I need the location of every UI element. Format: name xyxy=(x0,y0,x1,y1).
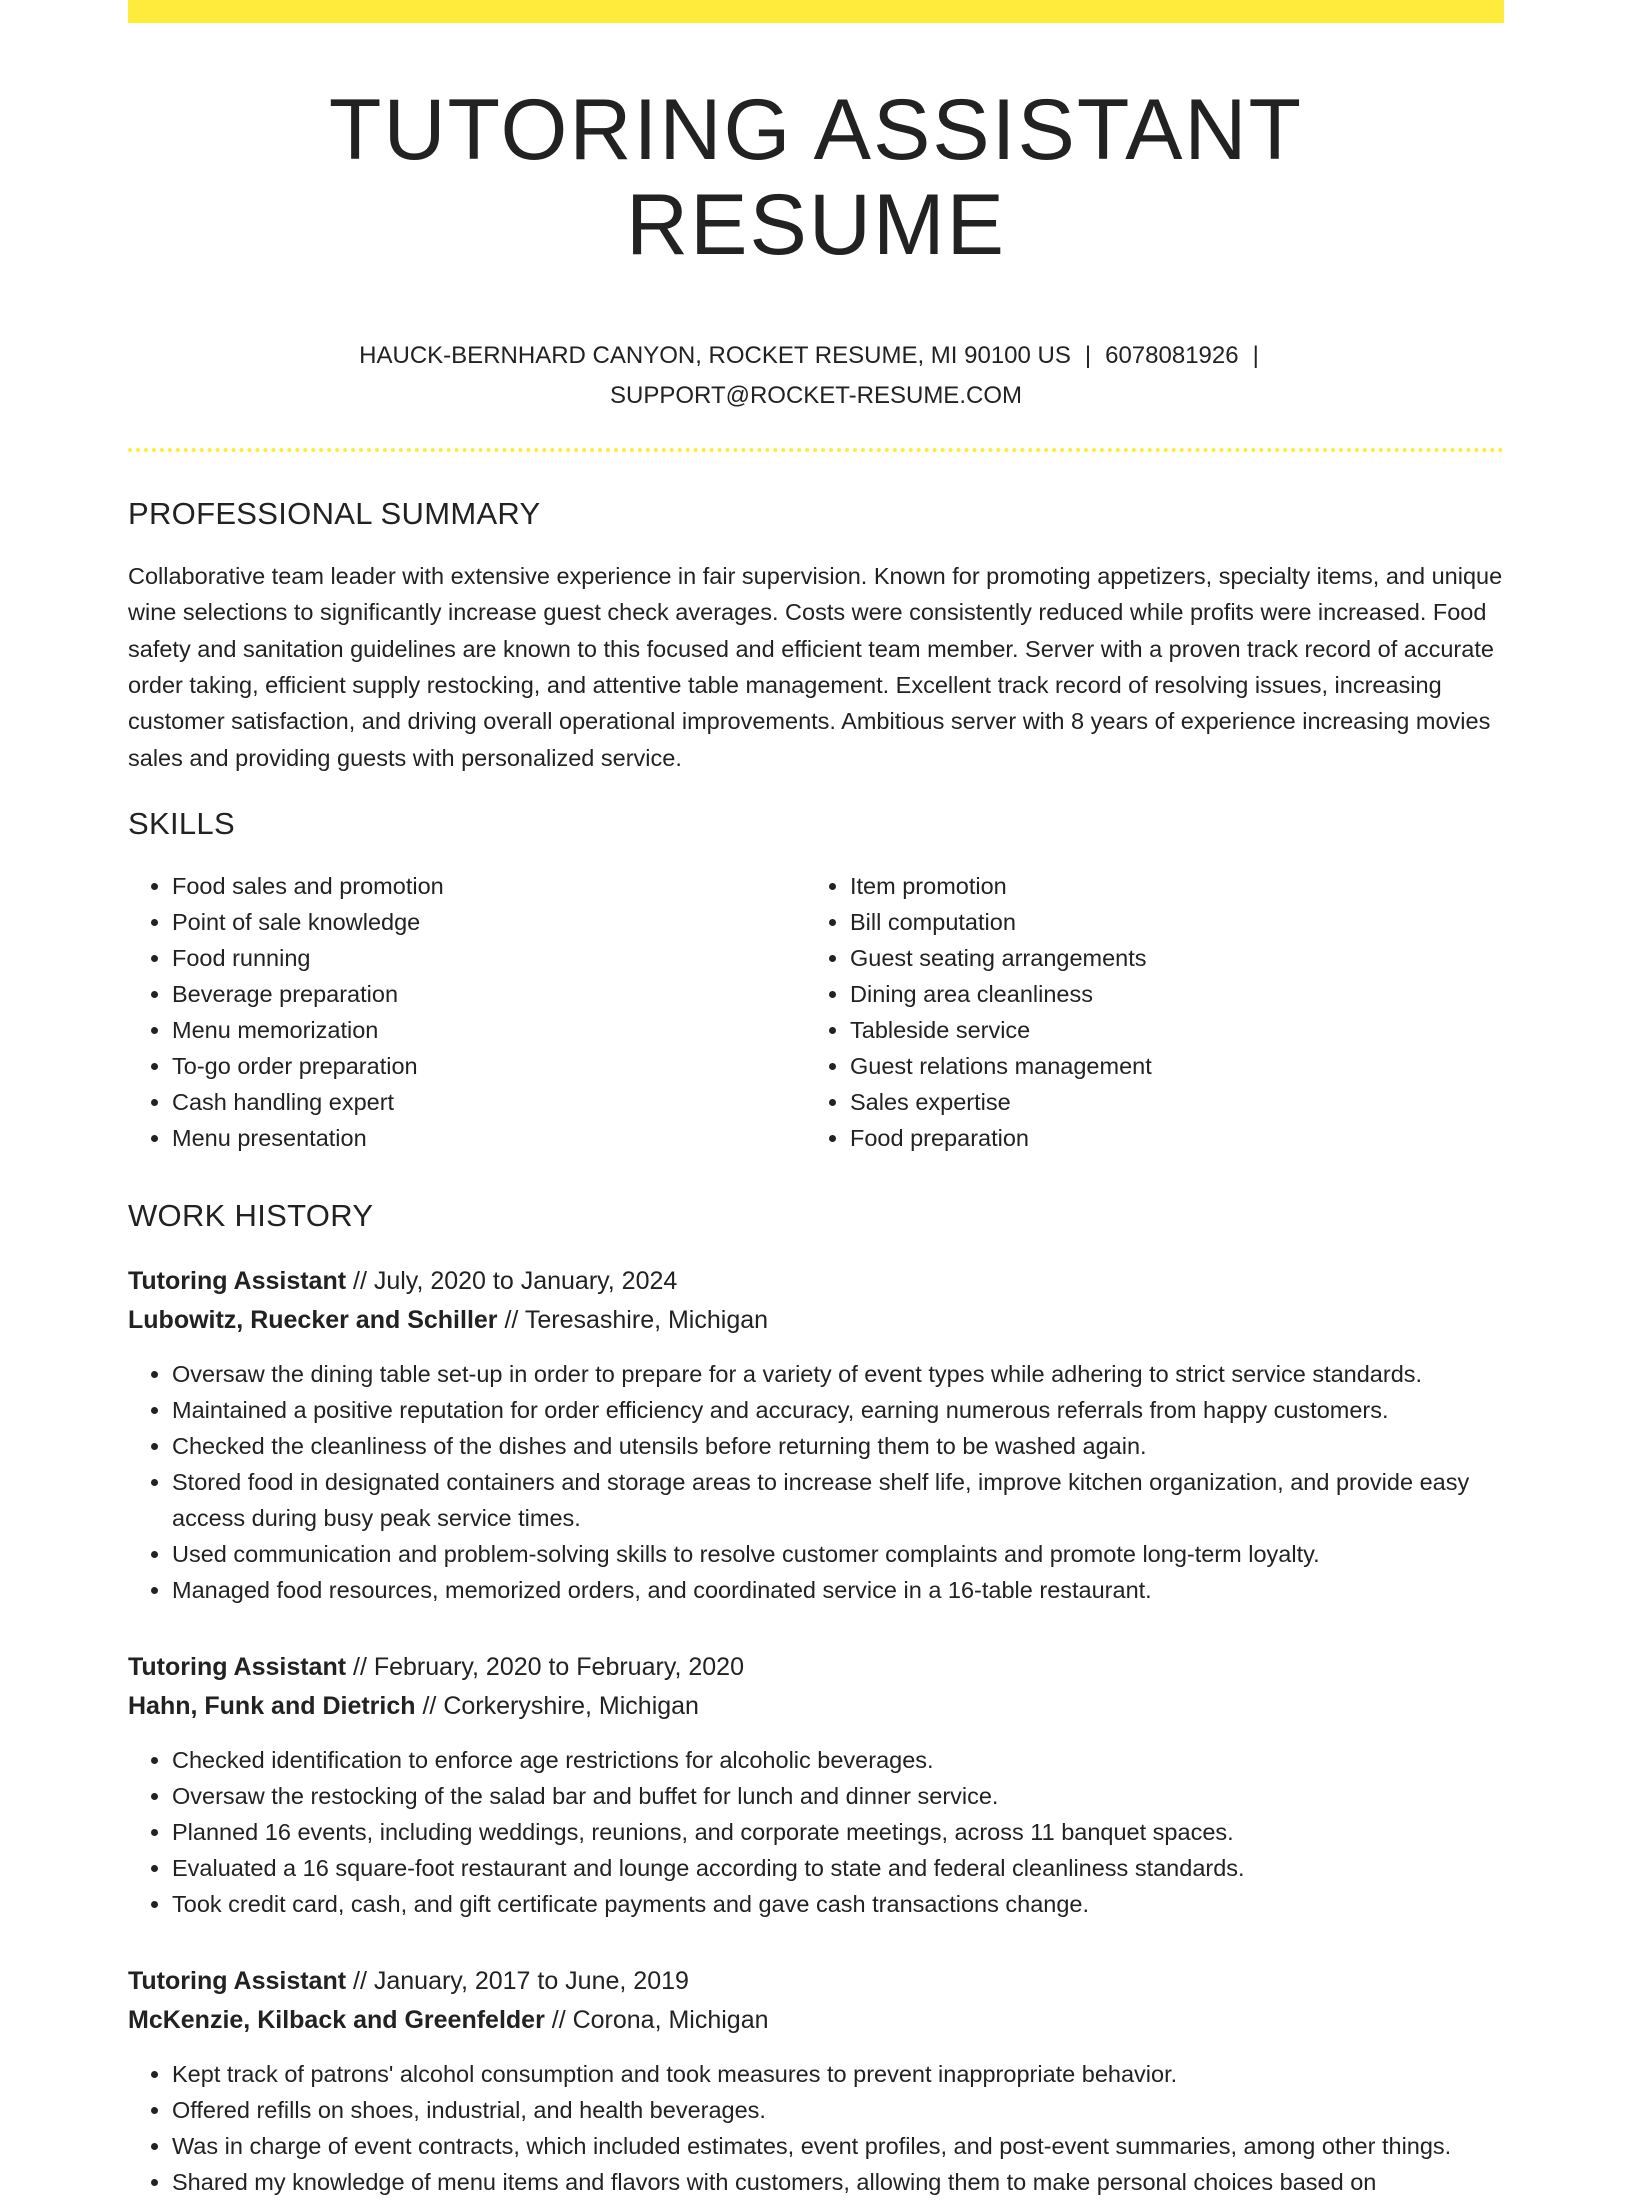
skills-column-right xyxy=(806,868,1480,1156)
job-title-line xyxy=(128,1962,1504,2001)
skill-item: • Menu memorization xyxy=(172,1012,806,1048)
skill-item: • Bill computation xyxy=(850,904,1480,940)
contact-separator: | xyxy=(1252,342,1259,370)
job-duty: • Used communication and problem-solving skills to resolve customer complaints and promote long-term loyalty. xyxy=(172,1536,1504,1572)
job-entry xyxy=(128,1648,1504,1922)
job-role: Tutoring Assistant xyxy=(128,1966,347,1995)
skill-item: • Guest seating arrangements xyxy=(850,940,1480,976)
skill-item: • Guest relations management xyxy=(850,1048,1480,1084)
job-company: Hahn, Funk and Dietrich xyxy=(128,1691,416,1720)
skill-item: • Menu presentation xyxy=(172,1120,806,1156)
skill-item: • Cash handling expert xyxy=(172,1084,806,1120)
section-title-summary: PROFESSIONAL SUMMARY xyxy=(128,496,541,532)
job-duty: • Offered refills on shoes, industrial, and health beverages. xyxy=(172,2092,1504,2128)
email: SUPPORT@ROCKET-RESUME.COM xyxy=(610,382,1022,410)
job-role: Tutoring Assistant xyxy=(128,1652,347,1681)
phone: 6078081926 xyxy=(1105,342,1239,370)
job-company-line xyxy=(128,1687,1504,1726)
resume-title: TUTORING ASSISTANT RESUME xyxy=(328,82,1304,273)
job-location: // Teresashire, Michigan xyxy=(504,1305,769,1334)
job-duty: • Evaluated a 16 square-foot restaurant and lounge according to state and federal cleanliness standards. xyxy=(172,1850,1504,1886)
job-title-line xyxy=(128,1648,1504,1687)
job-duty: • Oversaw the restocking of the salad bar and buffet for lunch and dinner service. xyxy=(172,1778,1504,1814)
job-entry xyxy=(128,1962,1504,2200)
job-company-line xyxy=(128,2001,1504,2040)
skill-item: • To-go order preparation xyxy=(172,1048,806,1084)
job-duty: • Shared my knowledge of menu items and flavors with customers, allowing them to make personal choices based on xyxy=(172,2164,1504,2200)
skill-item: • Food preparation xyxy=(850,1120,1480,1156)
skill-item: • Tableside service xyxy=(850,1012,1480,1048)
job-dates: // February, 2020 to February, 2020 xyxy=(353,1652,744,1681)
job-location: // Corkeryshire, Michigan xyxy=(422,1691,699,1720)
skill-item: • Food sales and promotion xyxy=(172,868,806,904)
section-title-work-history: WORK HISTORY xyxy=(128,1197,374,1233)
skill-item: • Sales expertise xyxy=(850,1084,1480,1120)
job-dates: // July, 2020 to January, 2024 xyxy=(353,1266,678,1295)
skills-list xyxy=(128,868,1504,1156)
job-duty: • Checked identification to enforce age restrictions for alcoholic beverages. xyxy=(172,1742,1504,1778)
job-duty: • Oversaw the dining table set-up in order to prepare for a variety of event types while adhering to strict service standards. xyxy=(172,1356,1504,1392)
section-title-skills: SKILLS xyxy=(128,805,235,841)
skill-item: • Beverage preparation xyxy=(172,976,806,1012)
job-title-line xyxy=(128,1262,1504,1301)
job-duties xyxy=(128,1742,1504,1922)
skill-item: • Food running xyxy=(172,940,806,976)
skill-item: • Item promotion xyxy=(850,868,1480,904)
job-duty: • Planned 16 events, including weddings, reunions, and corporate meetings, across 11 banquet spaces. xyxy=(172,1814,1504,1850)
job-duties xyxy=(128,1356,1504,1608)
summary-text: Collaborative team leader with extensive experience in fair supervision. Known for promoting appetizers, specialty items, and unique wine selections to significantly increase guest check averages. Costs were consistently reduced while profits were increased. Food safety and sanitation guidelines are known to this focused and efficient team member. Server with a proven track record of accurate order taking, efficient supply restocking, and attentive table management. Excellent track record of resolving issues, increasing customer satisfaction, and driving overall operational improvements. Ambitious server with 8 years of experience increasing movies sales and providing guests with personalized service. xyxy=(128,563,1503,771)
address: HAUCK-BERNHARD CANYON, ROCKET RESUME, MI 90100 US xyxy=(359,342,1071,370)
contact-separator: | xyxy=(1084,342,1092,370)
accent-bar xyxy=(128,0,1504,23)
skill-item: • Dining area cleanliness xyxy=(850,976,1480,1012)
skill-item: • Point of sale knowledge xyxy=(172,904,806,940)
job-location: // Corona, Michigan xyxy=(551,2005,769,2034)
job-role: Tutoring Assistant xyxy=(128,1266,347,1295)
contact-info xyxy=(316,336,1316,416)
job-duties xyxy=(128,2056,1504,2200)
job-entry xyxy=(128,1262,1504,1608)
resume-page xyxy=(128,0,1504,2200)
dotted-divider xyxy=(128,448,1504,452)
job-company: McKenzie, Kilback and Greenfelder xyxy=(128,2005,545,2034)
job-duty: • Kept track of patrons' alcohol consumption and took measures to prevent inappropriate behavior. xyxy=(172,2056,1504,2092)
job-company: Lubowitz, Ruecker and Schiller xyxy=(128,1305,498,1334)
skills-column-left xyxy=(128,868,806,1156)
job-duty: • Was in charge of event contracts, which included estimates, event profiles, and post-event summaries, among other things. xyxy=(172,2128,1504,2164)
job-duty: • Stored food in designated containers and storage areas to increase shelf life, improve kitchen organization, and provide easy access during busy peak service times. xyxy=(172,1464,1504,1536)
job-duty: • Took credit card, cash, and gift certificate payments and gave cash transactions change. xyxy=(172,1886,1504,1922)
job-duty: • Checked the cleanliness of the dishes and utensils before returning them to be washed again. xyxy=(172,1428,1504,1464)
job-duty: • Maintained a positive reputation for order efficiency and accuracy, earning numerous referrals from happy customers. xyxy=(172,1392,1504,1428)
job-duty: • Managed food resources, memorized orders, and coordinated service in a 16-table restaurant. xyxy=(172,1572,1504,1608)
job-dates: // January, 2017 to June, 2019 xyxy=(353,1966,689,1995)
job-company-line xyxy=(128,1301,1504,1340)
